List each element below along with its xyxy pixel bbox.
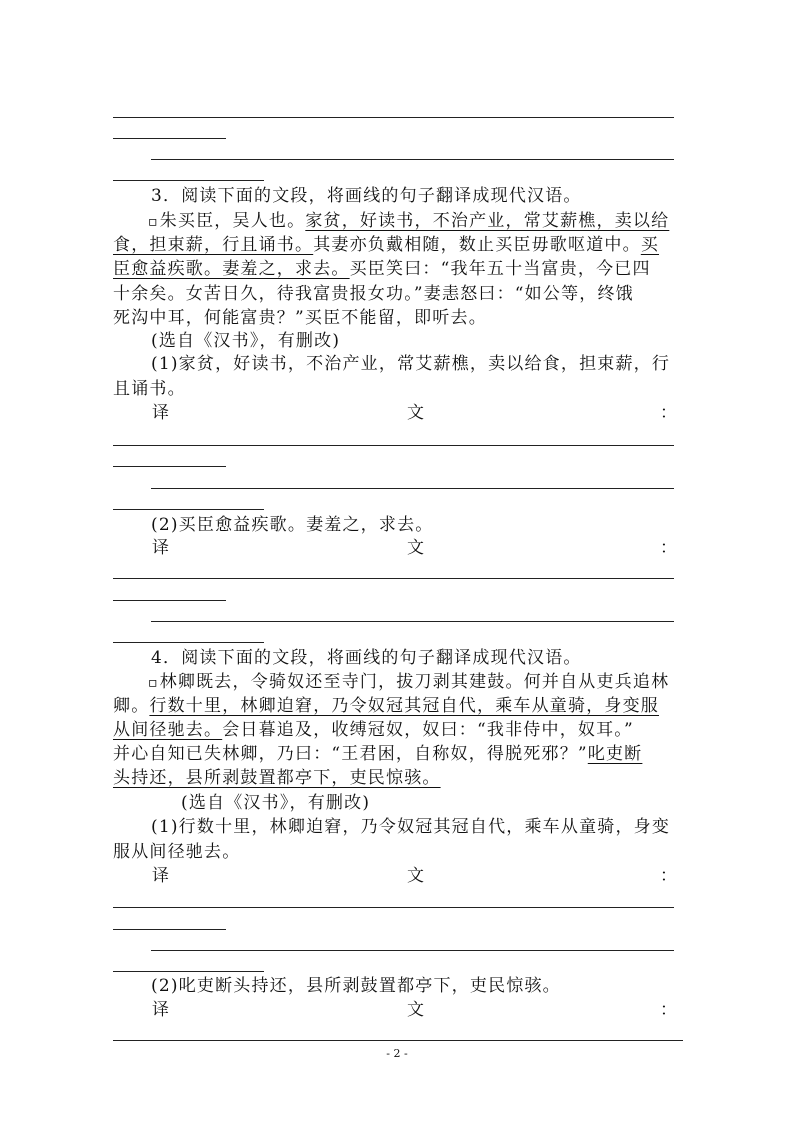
q3-passage-line: 死沟中耳，何能富贵？”买臣不能留，即听去。 bbox=[113, 308, 487, 328]
q4-source: (选自《汉书》，有删改) bbox=[181, 793, 371, 813]
square-mark-icon: ▫ bbox=[148, 214, 159, 230]
q4-passage-line: 头持还，县所剥鼓置都亭下，吏民惊骇。 bbox=[113, 768, 441, 788]
answer-line bbox=[113, 117, 674, 118]
q3-source: (选自《汉书》，有删改) bbox=[151, 331, 341, 351]
square-mark-icon: ▫ bbox=[148, 675, 159, 691]
q3-sentence-1-cont: 且诵书。 bbox=[113, 379, 186, 399]
answer-line bbox=[113, 180, 264, 181]
translation-label: 译 文 ： bbox=[152, 403, 677, 423]
q4-passage-line: 从间径驰去。会日暮追及，收缚冠奴，奴曰：“我非侍中，奴耳。” bbox=[113, 720, 634, 740]
q3-passage-line: 臣愈益疾歌。妻羞之，求去。买臣笑曰：“我年五十当富贵，今已四 bbox=[113, 259, 651, 279]
q4-sentence-2: (2)叱吏断头持还，县所剥鼓置都亭下，吏民惊骇。 bbox=[151, 976, 561, 996]
answer-line bbox=[151, 159, 674, 160]
q3-passage-line: ▫朱买臣，吴人也。家贫，好读书，不治产业，常艾薪樵，卖以给 bbox=[148, 209, 669, 234]
q4-passage-line: 卿。行数十里，林卿迫窘，乃令奴冠其冠自代，乘车从童骑，身变服 bbox=[113, 696, 660, 716]
answer-line bbox=[113, 509, 264, 510]
q3-passage-line: 十余矣。女苦日久，待我富贵报女功。”妻恚怒曰：“如公等，终饿 bbox=[113, 284, 634, 304]
answer-line bbox=[113, 578, 674, 579]
q3-heading: 3．阅读下面的文段，将画线的句子翻译成现代汉语。 bbox=[151, 186, 582, 206]
q3-sentence-1: (1)家贫，好读书，不治产业，常艾薪樵，卖以给食，担束薪，行 bbox=[151, 354, 671, 374]
answer-line bbox=[113, 138, 226, 139]
q3-sentence-2: (2)买臣愈益疾歌。妻羞之，求去。 bbox=[151, 515, 434, 535]
footer-divider bbox=[113, 1040, 683, 1041]
q4-sentence-1: (1)行数十里，林卿迫窘，乃令奴冠其冠自代，乘车从童骑，身变 bbox=[151, 817, 671, 837]
translation-label: 译 文 ： bbox=[152, 1000, 677, 1020]
answer-line bbox=[113, 929, 226, 930]
q3-passage-line: 食，担束薪，行且诵书。其妻亦负戴相随，数止买臣毋歌呕道中。买 bbox=[113, 235, 660, 255]
page-number: - 2 - bbox=[386, 1047, 408, 1060]
q4-sentence-1-cont: 服从间径驰去。 bbox=[113, 842, 241, 862]
answer-line bbox=[113, 445, 674, 446]
answer-line bbox=[113, 600, 226, 601]
translation-label: 译 文 ： bbox=[152, 538, 677, 558]
answer-line bbox=[151, 621, 674, 622]
q4-passage-line: ▫林卿既去，令骑奴还至寺门，拔刀剥其建鼓。何并自从吏兵追林 bbox=[148, 670, 669, 695]
answer-line bbox=[113, 466, 226, 467]
translation-label: 译 文 ： bbox=[152, 866, 677, 886]
answer-line bbox=[113, 971, 264, 972]
answer-line bbox=[113, 907, 674, 908]
answer-line bbox=[113, 642, 264, 643]
answer-line bbox=[151, 488, 674, 489]
q4-heading: 4．阅读下面的文段，将画线的句子翻译成现代汉语。 bbox=[151, 648, 582, 668]
q4-passage-line: 并心自知已失林卿，乃曰：“王君困，自称奴，得脱死邪？”叱吏断 bbox=[113, 744, 643, 764]
answer-line bbox=[151, 950, 674, 951]
